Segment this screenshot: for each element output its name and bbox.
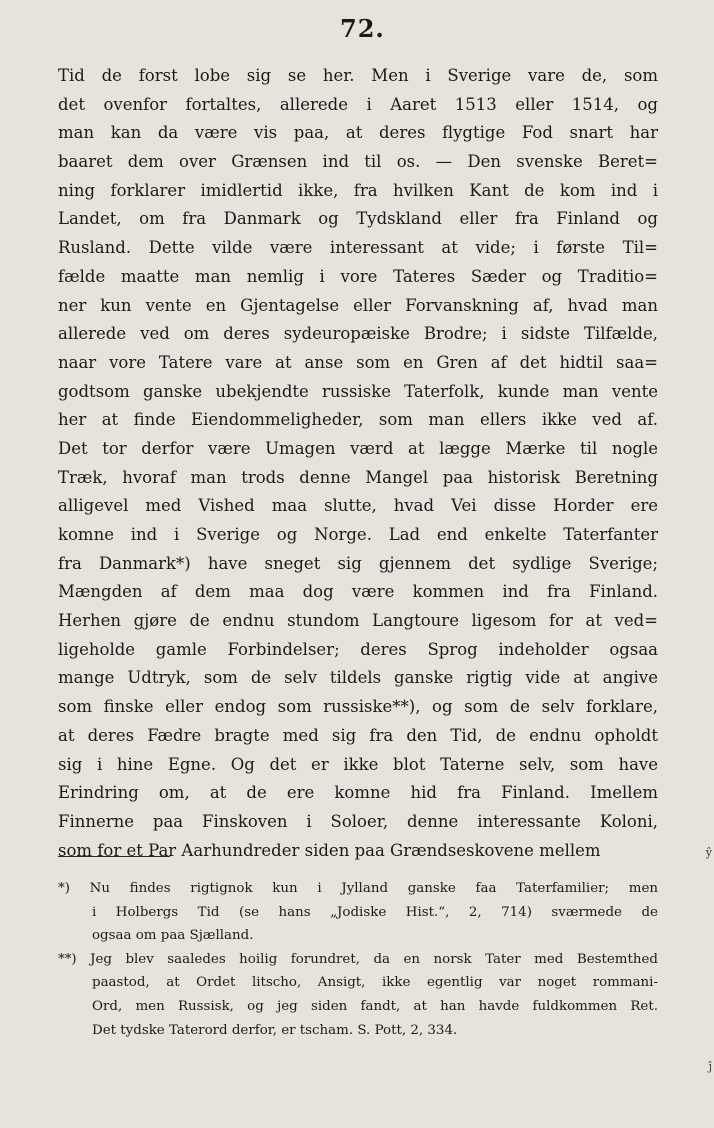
text-line: ner kun vente en Gjentagelse eller Forvanskning af, hvad man xyxy=(58,295,658,315)
margin-mark: ĵ xyxy=(708,1060,712,1073)
text-line: Landet, om fra Danmark og Tydskland eller fra Finland og xyxy=(58,209,658,229)
text-line: sig i hine Egne. Og det er ikke blot Taterne selv, som have xyxy=(58,754,658,774)
text-line: allerede ved om deres sydeuropæiske Brodre; i sidste Tilfælde, xyxy=(58,324,658,344)
text-line: Rusland. Dette vilde være interessant at vide; i første Til= xyxy=(58,238,658,258)
text-line: Erindring om, at de ere komne hid fra Finland. Imellem xyxy=(58,783,658,803)
text-line: godtsom ganske ubekjendte russiske Taterfolk, kunde man vente xyxy=(58,381,658,401)
text-line: Tid de forst lobe sig se her. Men i Sverige vare de, som xyxy=(58,66,658,85)
text-line: som for et Par Aarhundreder siden paa Grændseskovene mellem xyxy=(58,840,601,860)
text-line: ning forklarer imidlertid ikke, fra hvilken Kant de kom ind i xyxy=(58,180,658,200)
text-line: komne ind i Sverige og Norge. Lad end enkelte Taterfanter xyxy=(58,525,658,544)
footnotes xyxy=(58,877,658,1042)
page-number: 72. xyxy=(340,14,385,43)
text-line: naar vore Tatere vare at anse som en Gren af det hidtil saa= xyxy=(58,352,658,372)
text-line: alligevel med Vished maa slutte, hvad Vei disse Horder ere xyxy=(58,496,658,516)
text-line: at deres Fædre bragte med sig fra den Tid, de endnu opholdt xyxy=(58,725,658,745)
footnote-line: *) Nu findes rigtignok kun i Jylland ganske faa Taterfamilier; men xyxy=(58,881,658,896)
text-line: Det tor derfor være Umagen værd at lægge Mærke til nogle xyxy=(58,438,658,458)
footnote-line: paastod, at Ordet litscho, Ansigt, ikke egentlig var noget rommani- xyxy=(92,975,658,991)
text-line: fra Danmark*) have sneget sig gjennem det sydlige Sverige; xyxy=(58,553,658,573)
text-line: fælde maatte man nemlig i vore Tateres Sæder og Traditio= xyxy=(58,266,658,286)
footnote-rule xyxy=(58,856,170,857)
text-line: Træk, hvoraf man trods denne Mangel paa historisk Beretning xyxy=(58,467,658,487)
text-line: Finnerne paa Finskoven i Soloer, denne interessante Koloni, xyxy=(58,811,658,831)
footnote xyxy=(58,948,658,1042)
text-line: ligeholde gamle Forbindelser; deres Sprog indeholder ogsaa xyxy=(58,639,658,659)
margin-mark: ŷ xyxy=(705,846,712,859)
footnote xyxy=(58,877,658,948)
footnote-line: Det tydske Taterord derfor, er tscham. S. Pott, 2, 334. xyxy=(92,1022,458,1038)
footnote-line: Ord, men Russisk, og jeg siden fandt, at han havde fuldkommen Ret. xyxy=(92,998,658,1014)
text-line: baaret dem over Grænsen ind til os. — Den svenske Beret= xyxy=(58,152,658,172)
text-line: mange Udtryk, som de selv tildels ganske rigtig vide at angive xyxy=(58,668,658,688)
text-line: Mængden af dem maa dog være kommen ind fra Finland. xyxy=(58,582,658,602)
text-line: her at finde Eiendommeligheder, som man ellers ikke ved af. xyxy=(58,410,658,430)
footnote-line: i Holbergs Tid (se hans „Jodiske Hist.“, 2, 714) sværmede de xyxy=(92,904,658,920)
body-text xyxy=(58,62,658,865)
footnote-line: **) Jeg blev saaledes hoilig forundret, da en norsk Tater med Bestemthed xyxy=(58,951,658,967)
text-line: som finske eller endog som russiske**), og som de selv forklare, xyxy=(58,697,658,717)
text-line: man kan da være vis paa, at deres flygtige Fod snart har xyxy=(58,123,658,143)
footnote-line: ogsaa om paa Sjælland. xyxy=(92,928,254,944)
text-line: Herhen gjøre de endnu stundom Langtoure ligesom for at ved= xyxy=(58,611,658,631)
text-line: det ovenfor fortaltes, allerede i Aaret 1513 eller 1514, og xyxy=(58,94,658,114)
